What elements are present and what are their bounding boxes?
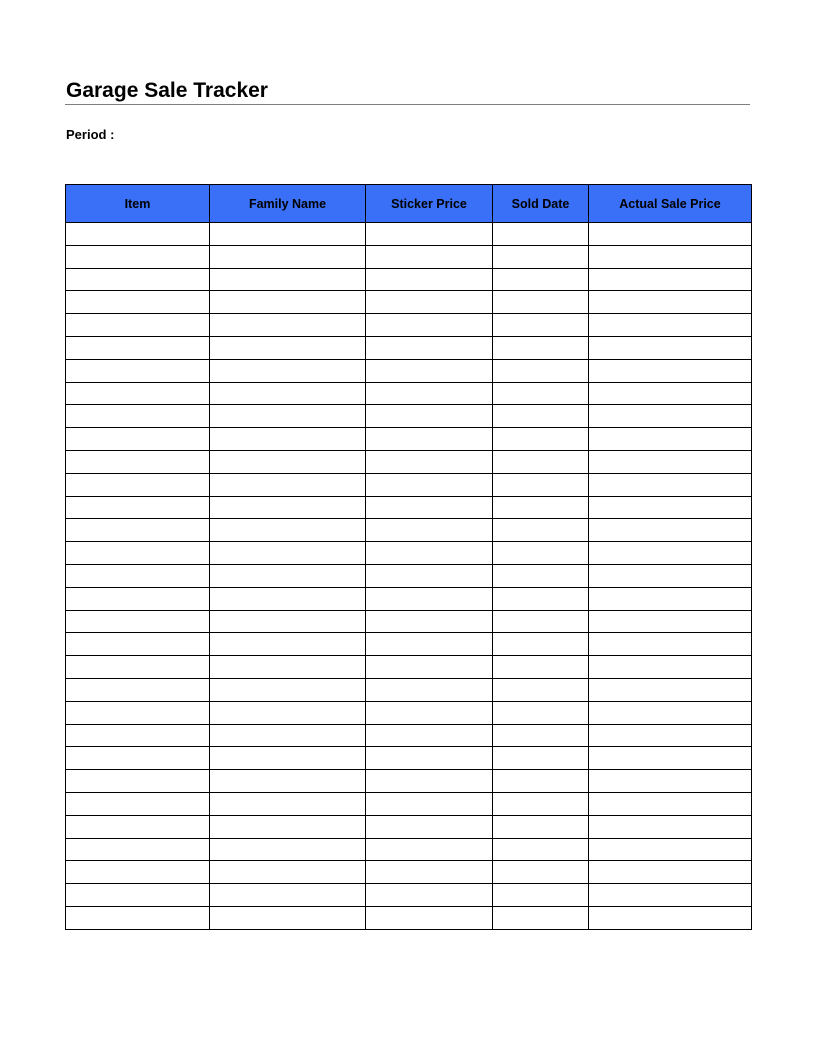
cell-actual-sale-price[interactable] bbox=[589, 815, 752, 838]
cell-sticker-price[interactable] bbox=[366, 610, 493, 633]
cell-item[interactable] bbox=[66, 405, 210, 428]
cell-sold-date[interactable] bbox=[493, 633, 589, 656]
cell-item[interactable] bbox=[66, 633, 210, 656]
cell-sticker-price[interactable] bbox=[366, 314, 493, 337]
table-row bbox=[66, 382, 752, 405]
cell-actual-sale-price[interactable] bbox=[589, 450, 752, 473]
cell-item[interactable] bbox=[66, 656, 210, 679]
cell-item[interactable] bbox=[66, 678, 210, 701]
cell-item[interactable] bbox=[66, 861, 210, 884]
cell-actual-sale-price[interactable] bbox=[589, 223, 752, 246]
cell-item[interactable] bbox=[66, 747, 210, 770]
cell-sticker-price[interactable] bbox=[366, 747, 493, 770]
cell-sticker-price[interactable] bbox=[366, 587, 493, 610]
cell-sold-date[interactable] bbox=[493, 450, 589, 473]
cell-family-name[interactable] bbox=[210, 314, 366, 337]
table-row bbox=[66, 336, 752, 359]
cell-sold-date[interactable] bbox=[493, 906, 589, 929]
cell-sticker-price[interactable] bbox=[366, 291, 493, 314]
cell-family-name[interactable] bbox=[210, 382, 366, 405]
cell-sticker-price[interactable] bbox=[366, 724, 493, 747]
cell-family-name[interactable] bbox=[210, 678, 366, 701]
table-row bbox=[66, 542, 752, 565]
table-row bbox=[66, 656, 752, 679]
cell-actual-sale-price[interactable] bbox=[589, 359, 752, 382]
cell-actual-sale-price[interactable] bbox=[589, 382, 752, 405]
table-row bbox=[66, 496, 752, 519]
cell-sticker-price[interactable] bbox=[366, 564, 493, 587]
cell-family-name[interactable] bbox=[210, 428, 366, 451]
cell-actual-sale-price[interactable] bbox=[589, 336, 752, 359]
cell-sticker-price[interactable] bbox=[366, 450, 493, 473]
cell-family-name[interactable] bbox=[210, 359, 366, 382]
cell-actual-sale-price[interactable] bbox=[589, 496, 752, 519]
cell-family-name[interactable] bbox=[210, 884, 366, 907]
cell-item[interactable] bbox=[66, 906, 210, 929]
cell-sticker-price[interactable] bbox=[366, 678, 493, 701]
cell-family-name[interactable] bbox=[210, 473, 366, 496]
cell-sticker-price[interactable] bbox=[366, 245, 493, 268]
cell-sticker-price[interactable] bbox=[366, 815, 493, 838]
table-row bbox=[66, 359, 752, 382]
cell-actual-sale-price[interactable] bbox=[589, 314, 752, 337]
table-row bbox=[66, 747, 752, 770]
cell-sticker-price[interactable] bbox=[366, 906, 493, 929]
cell-family-name[interactable] bbox=[210, 770, 366, 793]
cell-item[interactable] bbox=[66, 610, 210, 633]
cell-item[interactable] bbox=[66, 770, 210, 793]
cell-sticker-price[interactable] bbox=[366, 382, 493, 405]
cell-sticker-price[interactable] bbox=[366, 792, 493, 815]
cell-family-name[interactable] bbox=[210, 724, 366, 747]
column-header-sold-date: Sold Date bbox=[493, 185, 589, 223]
table-row bbox=[66, 223, 752, 246]
table-row bbox=[66, 770, 752, 793]
cell-sold-date[interactable] bbox=[493, 519, 589, 542]
cell-actual-sale-price[interactable] bbox=[589, 633, 752, 656]
cell-sticker-price[interactable] bbox=[366, 770, 493, 793]
cell-actual-sale-price[interactable] bbox=[589, 542, 752, 565]
cell-sold-date[interactable] bbox=[493, 542, 589, 565]
cell-family-name[interactable] bbox=[210, 496, 366, 519]
cell-item[interactable] bbox=[66, 382, 210, 405]
cell-sticker-price[interactable] bbox=[366, 656, 493, 679]
cell-actual-sale-price[interactable] bbox=[589, 792, 752, 815]
cell-sticker-price[interactable] bbox=[366, 428, 493, 451]
cell-sold-date[interactable] bbox=[493, 861, 589, 884]
cell-actual-sale-price[interactable] bbox=[589, 724, 752, 747]
cell-sold-date[interactable] bbox=[493, 245, 589, 268]
table-row bbox=[66, 678, 752, 701]
table-row bbox=[66, 838, 752, 861]
cell-sticker-price[interactable] bbox=[366, 633, 493, 656]
cell-sticker-price[interactable] bbox=[366, 838, 493, 861]
cell-sold-date[interactable] bbox=[493, 564, 589, 587]
table-row bbox=[66, 564, 752, 587]
cell-item[interactable] bbox=[66, 496, 210, 519]
cell-sold-date[interactable] bbox=[493, 291, 589, 314]
cell-item[interactable] bbox=[66, 564, 210, 587]
cell-sold-date[interactable] bbox=[493, 496, 589, 519]
column-header-sticker-price: Sticker Price bbox=[366, 185, 493, 223]
cell-family-name[interactable] bbox=[210, 405, 366, 428]
cell-sold-date[interactable] bbox=[493, 428, 589, 451]
cell-item[interactable] bbox=[66, 359, 210, 382]
cell-sticker-price[interactable] bbox=[366, 519, 493, 542]
cell-sticker-price[interactable] bbox=[366, 884, 493, 907]
cell-actual-sale-price[interactable] bbox=[589, 268, 752, 291]
cell-actual-sale-price[interactable] bbox=[589, 610, 752, 633]
cell-family-name[interactable] bbox=[210, 701, 366, 724]
cell-item[interactable] bbox=[66, 473, 210, 496]
period-label: Period : bbox=[66, 127, 115, 142]
cell-item[interactable] bbox=[66, 838, 210, 861]
cell-actual-sale-price[interactable] bbox=[589, 701, 752, 724]
table-row bbox=[66, 405, 752, 428]
table-row bbox=[66, 610, 752, 633]
table-row bbox=[66, 792, 752, 815]
cell-sold-date[interactable] bbox=[493, 405, 589, 428]
table-row bbox=[66, 861, 752, 884]
cell-item[interactable] bbox=[66, 519, 210, 542]
table-row bbox=[66, 450, 752, 473]
cell-actual-sale-price[interactable] bbox=[589, 861, 752, 884]
cell-sold-date[interactable] bbox=[493, 884, 589, 907]
title-divider bbox=[65, 104, 750, 105]
cell-family-name[interactable] bbox=[210, 906, 366, 929]
cell-sold-date[interactable] bbox=[493, 382, 589, 405]
table-row bbox=[66, 428, 752, 451]
cell-item[interactable] bbox=[66, 724, 210, 747]
cell-actual-sale-price[interactable] bbox=[589, 884, 752, 907]
cell-item[interactable] bbox=[66, 336, 210, 359]
cell-sold-date[interactable] bbox=[493, 792, 589, 815]
table-row bbox=[66, 815, 752, 838]
cell-sold-date[interactable] bbox=[493, 359, 589, 382]
cell-sticker-price[interactable] bbox=[366, 473, 493, 496]
cell-family-name[interactable] bbox=[210, 587, 366, 610]
cell-actual-sale-price[interactable] bbox=[589, 587, 752, 610]
cell-item[interactable] bbox=[66, 815, 210, 838]
cell-sticker-price[interactable] bbox=[366, 542, 493, 565]
cell-actual-sale-price[interactable] bbox=[589, 519, 752, 542]
cell-sticker-price[interactable] bbox=[366, 336, 493, 359]
cell-item[interactable] bbox=[66, 542, 210, 565]
table-header-row bbox=[66, 185, 752, 223]
page-title: Garage Sale Tracker bbox=[66, 79, 268, 102]
cell-actual-sale-price[interactable] bbox=[589, 747, 752, 770]
table-row bbox=[66, 245, 752, 268]
table-row bbox=[66, 724, 752, 747]
cell-item[interactable] bbox=[66, 701, 210, 724]
column-header-item: Item bbox=[66, 185, 210, 223]
cell-item[interactable] bbox=[66, 428, 210, 451]
cell-actual-sale-price[interactable] bbox=[589, 678, 752, 701]
tracker-table bbox=[65, 184, 752, 930]
cell-item[interactable] bbox=[66, 245, 210, 268]
cell-sold-date[interactable] bbox=[493, 747, 589, 770]
cell-family-name[interactable] bbox=[210, 245, 366, 268]
cell-actual-sale-price[interactable] bbox=[589, 906, 752, 929]
cell-item[interactable] bbox=[66, 314, 210, 337]
cell-family-name[interactable] bbox=[210, 633, 366, 656]
cell-family-name[interactable] bbox=[210, 450, 366, 473]
table-row bbox=[66, 291, 752, 314]
cell-sold-date[interactable] bbox=[493, 678, 589, 701]
cell-sold-date[interactable] bbox=[493, 223, 589, 246]
cell-item[interactable] bbox=[66, 268, 210, 291]
cell-sold-date[interactable] bbox=[493, 610, 589, 633]
cell-family-name[interactable] bbox=[210, 747, 366, 770]
cell-family-name[interactable] bbox=[210, 336, 366, 359]
cell-family-name[interactable] bbox=[210, 815, 366, 838]
cell-family-name[interactable] bbox=[210, 610, 366, 633]
cell-sold-date[interactable] bbox=[493, 838, 589, 861]
cell-sold-date[interactable] bbox=[493, 268, 589, 291]
cell-sticker-price[interactable] bbox=[366, 496, 493, 519]
cell-actual-sale-price[interactable] bbox=[589, 770, 752, 793]
cell-family-name[interactable] bbox=[210, 838, 366, 861]
column-header-family-name: Family Name bbox=[210, 185, 366, 223]
cell-family-name[interactable] bbox=[210, 268, 366, 291]
table-row bbox=[66, 519, 752, 542]
cell-actual-sale-price[interactable] bbox=[589, 564, 752, 587]
cell-family-name[interactable] bbox=[210, 564, 366, 587]
cell-family-name[interactable] bbox=[210, 792, 366, 815]
cell-sold-date[interactable] bbox=[493, 473, 589, 496]
cell-actual-sale-price[interactable] bbox=[589, 291, 752, 314]
cell-sticker-price[interactable] bbox=[366, 405, 493, 428]
table-row bbox=[66, 633, 752, 656]
cell-family-name[interactable] bbox=[210, 223, 366, 246]
cell-sold-date[interactable] bbox=[493, 656, 589, 679]
cell-item[interactable] bbox=[66, 587, 210, 610]
table-row bbox=[66, 587, 752, 610]
cell-actual-sale-price[interactable] bbox=[589, 428, 752, 451]
cell-item[interactable] bbox=[66, 291, 210, 314]
cell-sticker-price[interactable] bbox=[366, 359, 493, 382]
cell-sold-date[interactable] bbox=[493, 336, 589, 359]
table-body bbox=[66, 223, 752, 930]
cell-item[interactable] bbox=[66, 450, 210, 473]
cell-sticker-price[interactable] bbox=[366, 268, 493, 291]
cell-sold-date[interactable] bbox=[493, 724, 589, 747]
cell-family-name[interactable] bbox=[210, 519, 366, 542]
cell-family-name[interactable] bbox=[210, 542, 366, 565]
cell-sold-date[interactable] bbox=[493, 701, 589, 724]
table-row bbox=[66, 906, 752, 929]
table-row bbox=[66, 314, 752, 337]
column-header-actual-sale-price: Actual Sale Price bbox=[589, 185, 752, 223]
cell-item[interactable] bbox=[66, 223, 210, 246]
cell-sold-date[interactable] bbox=[493, 314, 589, 337]
table-row bbox=[66, 701, 752, 724]
cell-family-name[interactable] bbox=[210, 656, 366, 679]
cell-sold-date[interactable] bbox=[493, 770, 589, 793]
cell-family-name[interactable] bbox=[210, 291, 366, 314]
cell-family-name[interactable] bbox=[210, 861, 366, 884]
cell-actual-sale-price[interactable] bbox=[589, 245, 752, 268]
cell-sticker-price[interactable] bbox=[366, 861, 493, 884]
cell-item[interactable] bbox=[66, 792, 210, 815]
cell-actual-sale-price[interactable] bbox=[589, 405, 752, 428]
cell-actual-sale-price[interactable] bbox=[589, 656, 752, 679]
cell-item[interactable] bbox=[66, 884, 210, 907]
table-row bbox=[66, 268, 752, 291]
cell-sold-date[interactable] bbox=[493, 815, 589, 838]
table-row bbox=[66, 884, 752, 907]
cell-actual-sale-price[interactable] bbox=[589, 838, 752, 861]
table-row bbox=[66, 473, 752, 496]
cell-sticker-price[interactable] bbox=[366, 701, 493, 724]
cell-actual-sale-price[interactable] bbox=[589, 473, 752, 496]
cell-sticker-price[interactable] bbox=[366, 223, 493, 246]
cell-sold-date[interactable] bbox=[493, 587, 589, 610]
